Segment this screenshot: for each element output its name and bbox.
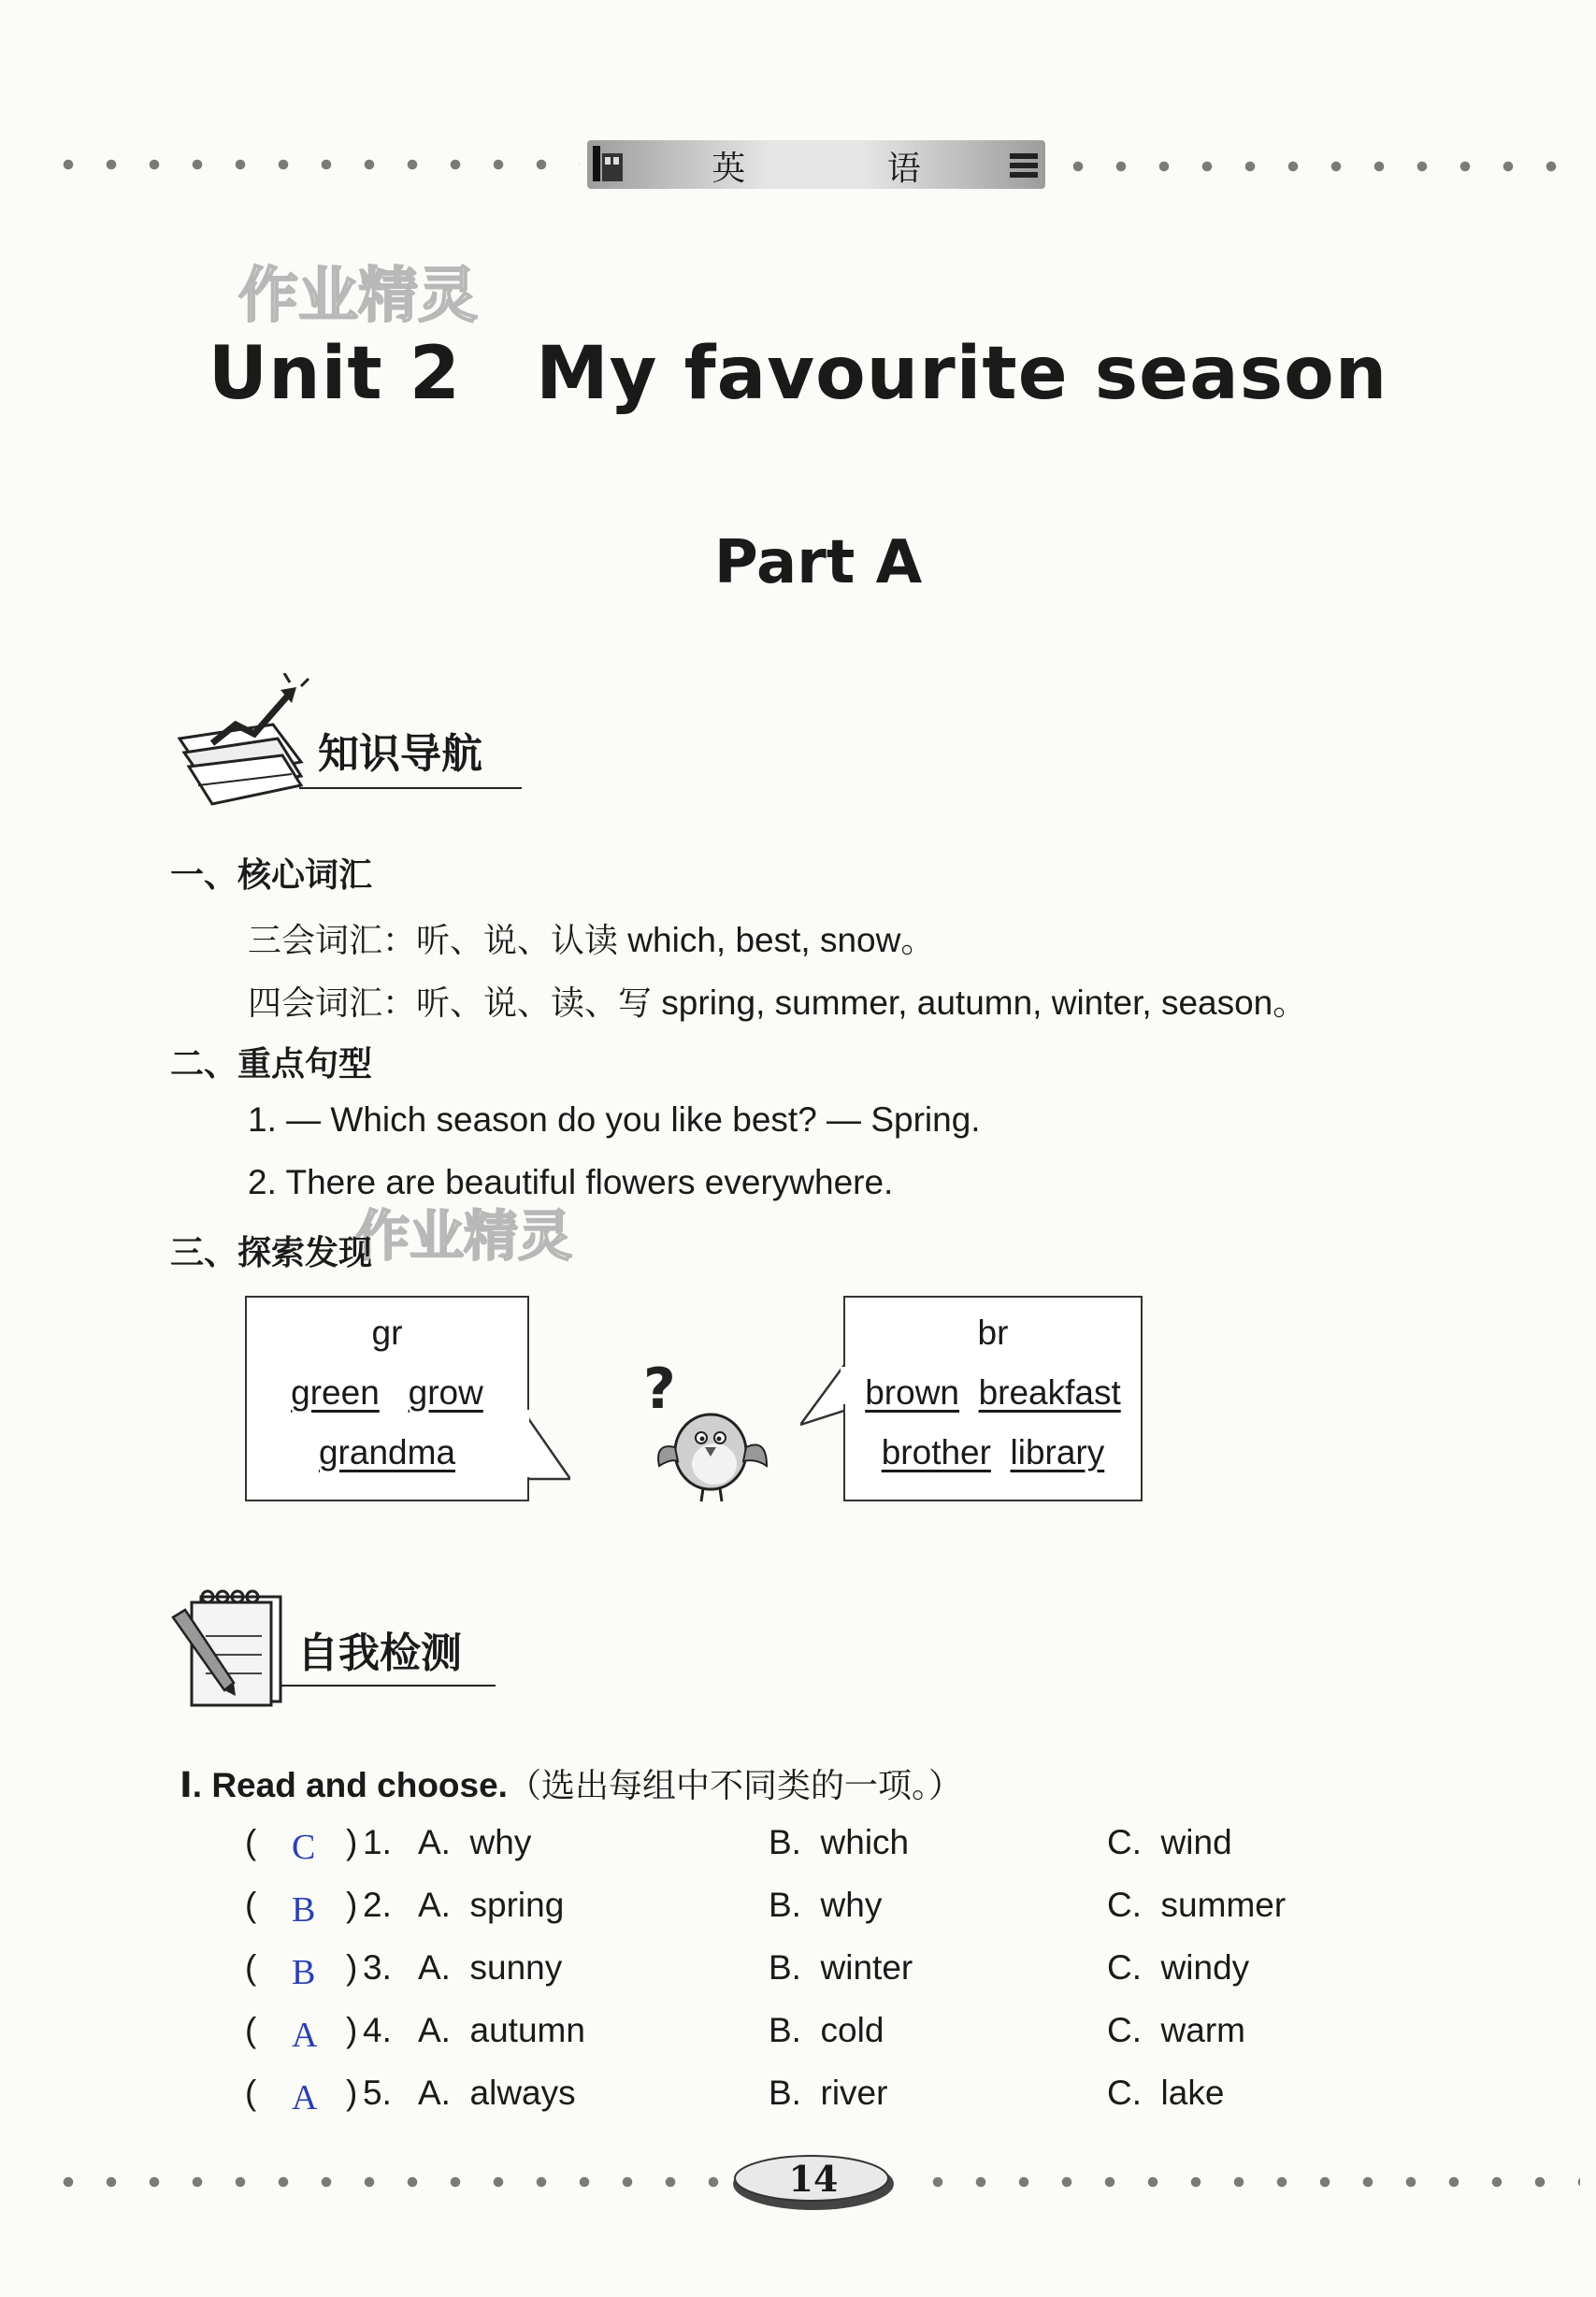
speech-box-br xyxy=(843,1296,1143,1501)
self-check-heading: 自我检测 xyxy=(297,1629,462,1677)
unit-title xyxy=(0,332,1596,416)
footer-dots-left xyxy=(47,2176,720,2188)
unit-name: My favourite season xyxy=(536,332,1388,416)
part-title: Part A xyxy=(713,528,923,597)
box-br-words-1: brown breakfast xyxy=(865,1373,1121,1412)
knowledge-heading-underline xyxy=(299,787,522,789)
box-br-words-2: brother library xyxy=(881,1433,1105,1472)
svg-text:?: ? xyxy=(643,1357,676,1422)
speech-box-left-tail-cover xyxy=(522,1410,529,1477)
section-explore: 三、探索发现 xyxy=(170,1234,373,1272)
watermark-middle: 作业精灵 xyxy=(355,1204,573,1268)
answer-mark: B xyxy=(292,1890,316,1930)
self-check-heading-underline xyxy=(280,1685,496,1687)
box-br-head: br xyxy=(977,1314,1009,1352)
answer-mark: A xyxy=(292,2078,318,2118)
answer-mark: C xyxy=(292,1828,316,1867)
notebook-pencil-icon xyxy=(168,1580,290,1711)
knowledge-heading: 知识导航 xyxy=(318,730,482,778)
section-key-sentences: 二、重点句型 xyxy=(170,1045,373,1084)
exercise-1-title: Ⅰ. Read and choose.（选出每组中不同类的一项。） xyxy=(180,1766,962,1805)
box-gr-head: gr xyxy=(371,1314,403,1352)
vocab-line-1: 三会词汇：听、说、认读 which, best, snow。 xyxy=(248,921,936,960)
box-gr-words-1: green grow xyxy=(291,1373,483,1412)
subject-title: 英 语 xyxy=(712,150,986,188)
header-dots-right xyxy=(1057,161,1580,172)
bird-question-icon xyxy=(636,1354,776,1503)
sentence-2: 2. There are beautiful flowers everywhere. xyxy=(248,1163,894,1201)
speech-box-left-tail xyxy=(524,1402,570,1486)
box-gr-words-2: grandma xyxy=(318,1433,456,1472)
unit-number: Unit 2 xyxy=(208,332,462,416)
page-number: 14 xyxy=(788,2158,839,2200)
sentence-1: 1. — Which season do you like best? — Spring. xyxy=(248,1100,981,1139)
footer-dots-right xyxy=(916,2176,1580,2188)
speech-box-gr xyxy=(245,1296,529,1501)
answer-mark: A xyxy=(292,2016,318,2055)
paper-stack-chart-icon xyxy=(170,673,310,823)
answer-mark: B xyxy=(292,1953,316,1992)
section-core-vocab: 一、核心词汇 xyxy=(170,856,373,895)
vocab-line-2: 四会词汇：听、说、读、写 spring, summer, autumn, winter, season。 xyxy=(248,983,1308,1023)
speech-box-right-tail-cover xyxy=(841,1367,848,1404)
watermark-top: 作业精灵 xyxy=(238,262,478,331)
header-dots-left xyxy=(47,159,580,170)
